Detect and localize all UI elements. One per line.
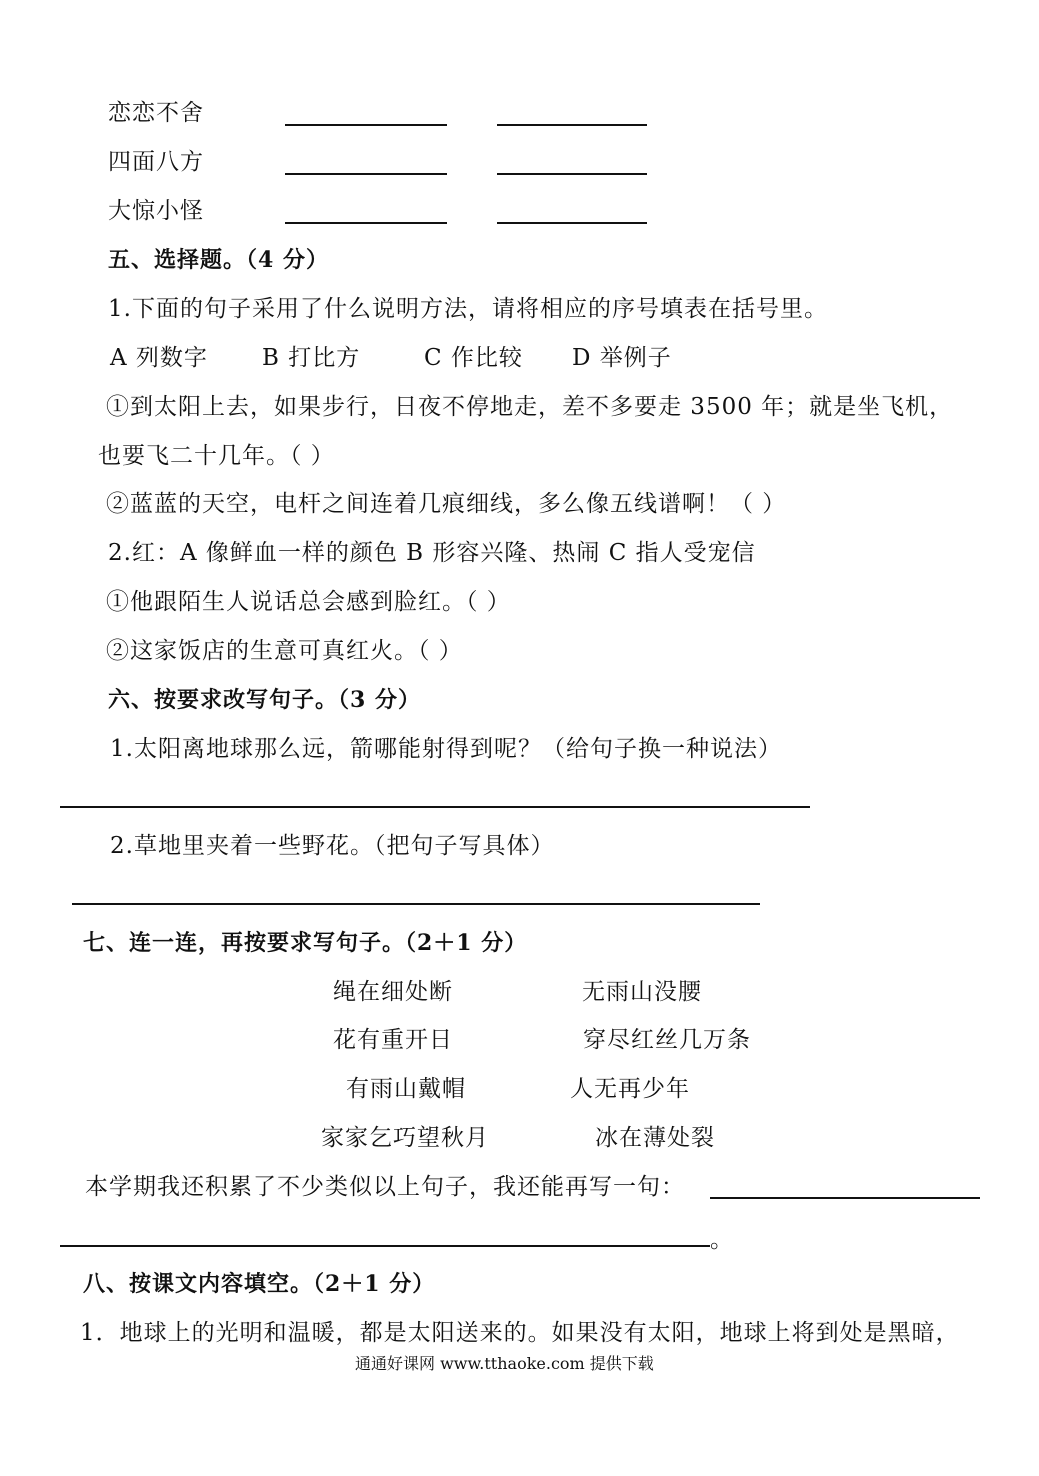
match-right-item[interactable]: 穿尽红丝几万条 bbox=[583, 1027, 751, 1053]
end-period: 。 bbox=[710, 1227, 734, 1253]
idiom-label: 恋恋不舍 bbox=[108, 100, 204, 126]
option-a: A 列数字 bbox=[110, 345, 208, 371]
question-prompt: 1.下面的句子采用了什么说明方法，请将相应的序号填表在括号里。 bbox=[108, 296, 828, 322]
match-right-item[interactable]: 人无再少年 bbox=[570, 1076, 690, 1102]
match-right-item[interactable]: 冰在薄处裂 bbox=[595, 1125, 715, 1151]
idiom-label: 大惊小怪 bbox=[108, 198, 204, 224]
answer-blank[interactable] bbox=[497, 222, 647, 224]
answer-line[interactable] bbox=[60, 1245, 710, 1247]
answer-blank[interactable] bbox=[497, 124, 647, 126]
question-item: 也要飞二十几年。（ ） bbox=[98, 443, 335, 469]
match-left-item[interactable]: 绳在细处断 bbox=[333, 979, 453, 1005]
question-item: ②蓝蓝的天空，电杆之间连着几痕细线，多么像五线谱啊！（ ） bbox=[106, 491, 787, 517]
answer-blank[interactable] bbox=[285, 124, 447, 126]
question-prompt: 1.太阳离地球那么远，箭哪能射得到呢？（给句子换一种说法） bbox=[110, 736, 782, 762]
answer-line[interactable] bbox=[710, 1197, 980, 1199]
question-item: ②这家饭店的生意可真红火。（ ） bbox=[106, 638, 463, 664]
section-title: 五、选择题。（4 分） bbox=[108, 247, 329, 273]
section-title: 八、按课文内容填空。（2＋1 分） bbox=[83, 1271, 436, 1297]
question-prompt: 本学期我还积累了不少类似以上句子，我还能再写一句： bbox=[85, 1174, 685, 1200]
idiom-label: 四面八方 bbox=[108, 149, 204, 175]
question-prompt: 2.草地里夹着一些野花。（把句子写具体） bbox=[110, 833, 555, 859]
section-title: 七、连一连，再按要求写句子。（2＋1 分） bbox=[83, 930, 528, 956]
option-b: B 打比方 bbox=[262, 345, 361, 371]
option-c: C 作比较 bbox=[424, 345, 523, 371]
match-left-item[interactable]: 花有重开日 bbox=[333, 1027, 453, 1053]
option-d: D 举例子 bbox=[572, 345, 672, 371]
match-right-item[interactable]: 无雨山没腰 bbox=[582, 979, 702, 1005]
answer-blank[interactable] bbox=[497, 173, 647, 175]
section-title: 六、按要求改写句子。（3 分） bbox=[108, 687, 421, 713]
question-prompt: 1．地球上的光明和温暖，都是太阳送来的。如果没有太阳，地球上将到处是黑暗， bbox=[80, 1320, 960, 1346]
match-left-item[interactable]: 有雨山戴帽 bbox=[346, 1076, 466, 1102]
answer-line[interactable] bbox=[60, 806, 810, 808]
page-footer: 通通好课网 www.tthaoke.com 提供下载 bbox=[355, 1354, 654, 1373]
question-prompt: 2.红：A 像鲜血一样的颜色 B 形容兴隆、热闹 C 指人受宠信 bbox=[108, 540, 756, 566]
answer-line[interactable] bbox=[72, 903, 760, 905]
match-left-item[interactable]: 家家乞巧望秋月 bbox=[321, 1125, 489, 1151]
question-item: ①他跟陌生人说话总会感到脸红。（ ） bbox=[106, 589, 511, 615]
answer-blank[interactable] bbox=[285, 222, 447, 224]
question-item: ①到太阳上去，如果步行，日夜不停地走，差不多要走 3500 年；就是坐飞机， bbox=[106, 394, 954, 420]
answer-blank[interactable] bbox=[285, 173, 447, 175]
